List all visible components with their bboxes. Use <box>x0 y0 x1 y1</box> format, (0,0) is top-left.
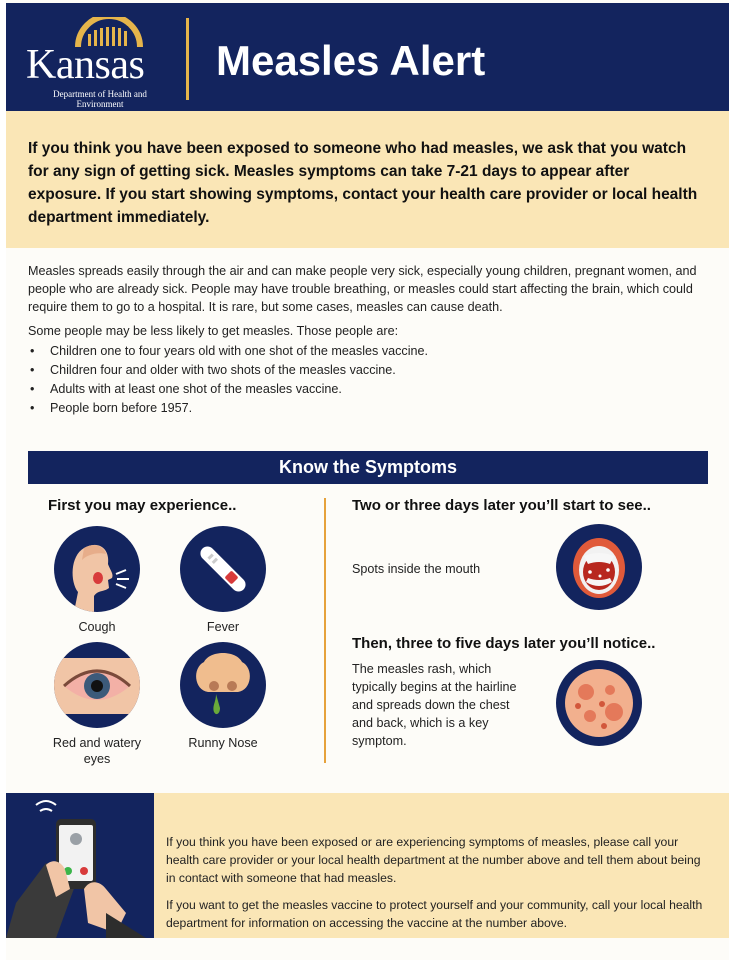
list-item: • Children one to four years old with one shot of the measles vaccine. <box>28 342 713 361</box>
logo-wordmark: Kansas <box>26 42 145 88</box>
runny-nose-icon <box>180 642 266 728</box>
intro-section <box>28 262 713 418</box>
kansas-logo <box>26 13 186 109</box>
footer-paragraph-1: If you think you have been exposed or are experiencing symptoms of measles, please call your health care provider or your local health department at the number above and tell them about being in contact with someone that had measles. <box>166 835 701 885</box>
footer-paragraph-2: If you want to get the measles vaccine to protect yourself and your community, call your local health department for information on accessing the vaccine at the number above. <box>166 898 703 930</box>
runny-nose-label: Runny Nose <box>188 736 258 750</box>
footer-callout <box>6 793 729 938</box>
intro-paragraph: Measles spreads easily through the air and can make people very sick, especially young children, pregnant women, and people who are already sick. People may have trouble breathing, or measles could start affecting the brain, which could require them to go to a hospital. It is rare, but some cases, measles can cause death. <box>28 264 697 314</box>
rash-text: The measles rash, which typically begins at the hairline and spreads down the chest and back, which is a key symptom. <box>352 662 517 748</box>
list-item: • Children four and older with two shots of the measles vaccine. <box>28 361 713 380</box>
footer-text <box>166 833 711 941</box>
mouth-spots-icon <box>556 524 642 610</box>
mouth-spots-text: Spots inside the mouth <box>352 562 481 576</box>
first-symptoms-heading: First you may experience.. <box>48 497 237 514</box>
later-symptoms-heading: Two or three days later you’ll start to see.. <box>352 497 651 514</box>
rash-icon <box>556 660 642 746</box>
header <box>6 3 729 111</box>
list-item: • People born before 1957. <box>28 399 713 418</box>
list-item: • Adults with at least one shot of the measles vaccine. <box>28 380 713 399</box>
section-title: Know the Symptoms <box>28 451 708 484</box>
alert-banner <box>6 111 729 248</box>
fever-label: Fever <box>206 620 240 634</box>
rash-heading: Then, three to five days later you’ll notice.. <box>352 635 656 652</box>
protected-list <box>28 342 713 418</box>
flyer-page <box>6 0 729 960</box>
cough-label: Cough <box>78 620 116 634</box>
page-title: Measles Alert <box>216 37 486 84</box>
intro-lead: Some people may be less likely to get measles. Those people are: <box>28 324 399 338</box>
header-divider <box>186 18 189 100</box>
alert-text: If you think you have been exposed to someone who had measles, we ask that you watch for any sign of getting sick. Measles symptoms can take 7-21 days to appear after exposure. If you start showing symptoms, contact your health care provider or local health department immediately. <box>28 140 698 226</box>
logo-subtitle: Department of Health and Environment <box>53 89 147 109</box>
red-eye-icon <box>54 642 140 728</box>
red-eyes-label: Red and watery eyes <box>52 736 142 766</box>
thermometer-icon <box>180 526 266 612</box>
cough-icon <box>54 526 140 612</box>
phone-call-icon <box>6 793 154 938</box>
column-divider <box>324 498 326 763</box>
